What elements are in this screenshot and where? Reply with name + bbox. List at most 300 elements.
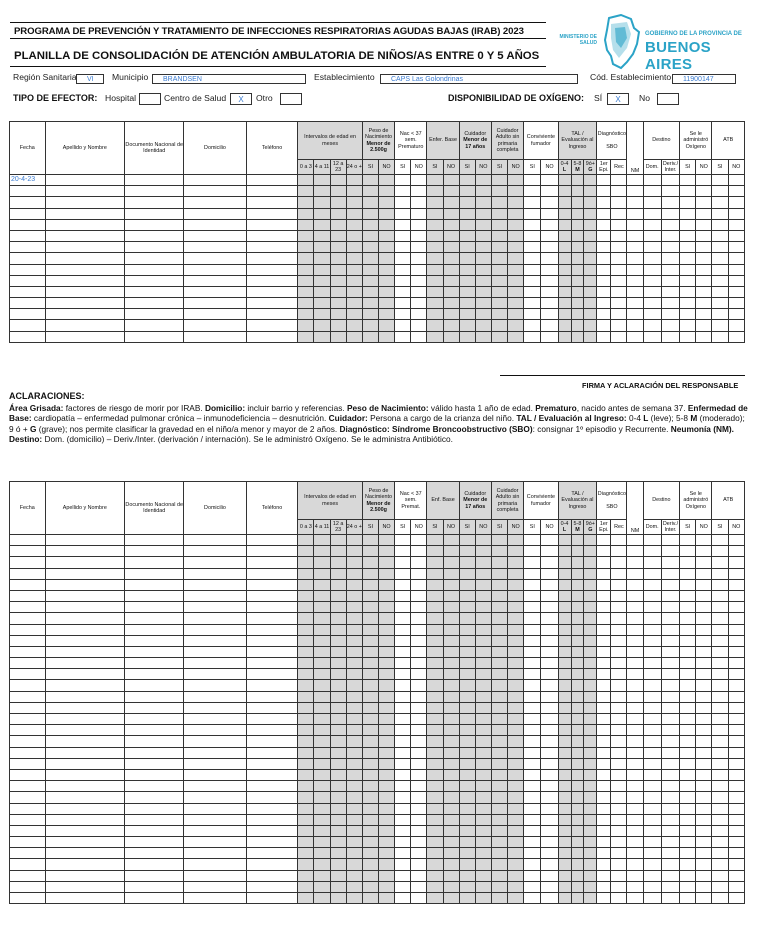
table-cell[interactable] [314, 725, 330, 736]
table-cell[interactable] [10, 691, 46, 702]
table-cell[interactable] [330, 535, 346, 546]
table-cell[interactable] [10, 680, 46, 691]
table-cell[interactable] [611, 881, 627, 892]
table-cell[interactable] [728, 275, 744, 286]
table-cell[interactable] [314, 579, 330, 590]
table-cell[interactable] [728, 197, 744, 208]
table-cell[interactable] [125, 803, 184, 814]
table-cell[interactable] [611, 253, 627, 264]
table-cell[interactable] [680, 870, 696, 881]
table-cell[interactable] [643, 781, 661, 792]
table-cell[interactable] [597, 197, 611, 208]
table-cell[interactable] [246, 646, 298, 657]
table-cell[interactable] [611, 803, 627, 814]
table-cell[interactable] [411, 568, 427, 579]
table-cell[interactable] [696, 758, 712, 769]
table-cell[interactable] [246, 242, 298, 253]
table-cell[interactable] [298, 253, 314, 264]
table-cell[interactable] [696, 253, 712, 264]
table-cell[interactable] [627, 208, 643, 219]
table-cell[interactable] [298, 309, 314, 320]
table-cell[interactable] [611, 186, 627, 197]
table-cell[interactable] [330, 613, 346, 624]
table-cell[interactable] [475, 769, 491, 780]
table-cell[interactable] [491, 736, 507, 747]
table-cell[interactable] [680, 803, 696, 814]
table-cell[interactable] [541, 702, 558, 713]
table-cell[interactable] [584, 803, 597, 814]
table-cell[interactable] [298, 658, 314, 669]
table-cell[interactable] [10, 613, 46, 624]
table-cell[interactable] [246, 275, 298, 286]
table-cell[interactable] [611, 792, 627, 803]
table-cell[interactable] [330, 814, 346, 825]
table-cell[interactable] [728, 331, 744, 342]
table-cell[interactable] [459, 175, 475, 186]
table-cell[interactable] [558, 535, 571, 546]
table-cell[interactable] [571, 186, 584, 197]
table-cell[interactable] [558, 658, 571, 669]
table-cell[interactable] [627, 736, 643, 747]
table-cell[interactable] [661, 792, 679, 803]
table-cell[interactable] [696, 242, 712, 253]
table-cell[interactable] [627, 568, 643, 579]
table-cell[interactable] [571, 781, 584, 792]
table-cell[interactable] [571, 624, 584, 635]
table-cell[interactable] [680, 758, 696, 769]
table-cell[interactable] [125, 714, 184, 725]
table-cell[interactable] [246, 848, 298, 859]
table-cell[interactable] [246, 859, 298, 870]
table-cell[interactable] [680, 792, 696, 803]
table-cell[interactable] [45, 803, 125, 814]
table-cell[interactable] [712, 893, 728, 904]
table-cell[interactable] [661, 320, 679, 331]
table-cell[interactable] [379, 208, 395, 219]
table-cell[interactable] [712, 848, 728, 859]
table-cell[interactable] [330, 624, 346, 635]
table-cell[interactable] [246, 175, 298, 186]
table-cell[interactable] [584, 568, 597, 579]
table-cell[interactable] [330, 208, 346, 219]
table-cell[interactable] [558, 309, 571, 320]
table-cell[interactable] [627, 691, 643, 702]
table-cell[interactable] [661, 893, 679, 904]
table-cell[interactable] [459, 286, 475, 297]
table-cell[interactable] [541, 197, 558, 208]
table-cell[interactable] [298, 286, 314, 297]
table-cell[interactable] [184, 579, 246, 590]
table-cell[interactable] [459, 814, 475, 825]
table-cell[interactable] [558, 758, 571, 769]
table-cell[interactable] [346, 208, 362, 219]
table-cell[interactable] [314, 535, 330, 546]
table-cell[interactable] [611, 546, 627, 557]
table-cell[interactable] [395, 837, 411, 848]
table-cell[interactable] [314, 803, 330, 814]
table-cell[interactable] [395, 702, 411, 713]
table-cell[interactable] [125, 275, 184, 286]
table-cell[interactable] [643, 893, 661, 904]
table-cell[interactable] [427, 602, 443, 613]
table-cell[interactable] [728, 253, 744, 264]
table-cell[interactable] [459, 859, 475, 870]
table-cell[interactable] [362, 219, 378, 230]
table-cell[interactable] [427, 264, 443, 275]
table-cell[interactable] [611, 635, 627, 646]
table-cell[interactable] [125, 298, 184, 309]
table-cell[interactable] [10, 825, 46, 836]
table-cell[interactable] [330, 579, 346, 590]
table-cell[interactable] [184, 825, 246, 836]
table-cell[interactable] [443, 230, 459, 241]
table-cell[interactable] [680, 298, 696, 309]
table-cell[interactable] [443, 186, 459, 197]
table-cell[interactable] [728, 635, 744, 646]
table-cell[interactable] [728, 814, 744, 825]
table-cell[interactable] [584, 590, 597, 601]
table-cell[interactable] [696, 635, 712, 646]
table-cell[interactable] [346, 714, 362, 725]
table-cell[interactable] [346, 848, 362, 859]
table-cell[interactable] [362, 186, 378, 197]
table-cell[interactable] [45, 230, 125, 241]
table-cell[interactable] [246, 669, 298, 680]
table-cell[interactable] [314, 893, 330, 904]
table-cell[interactable] [10, 197, 46, 208]
table-cell[interactable] [298, 635, 314, 646]
table-cell[interactable] [597, 242, 611, 253]
table-cell[interactable] [475, 230, 491, 241]
table-cell[interactable] [475, 602, 491, 613]
table-cell[interactable] [362, 579, 378, 590]
table-cell[interactable] [508, 769, 524, 780]
table-cell[interactable] [362, 275, 378, 286]
table-cell[interactable] [571, 535, 584, 546]
table-cell[interactable] [125, 702, 184, 713]
table-cell[interactable] [524, 557, 541, 568]
table-cell[interactable] [10, 870, 46, 881]
table-cell[interactable] [246, 579, 298, 590]
table-cell[interactable] [362, 658, 378, 669]
otro-checkbox[interactable] [280, 93, 302, 105]
table-cell[interactable] [125, 658, 184, 669]
table-cell[interactable] [246, 331, 298, 342]
table-cell[interactable] [643, 680, 661, 691]
table-cell[interactable] [696, 275, 712, 286]
table-cell[interactable] [584, 825, 597, 836]
table-cell[interactable] [508, 590, 524, 601]
table-cell[interactable] [246, 568, 298, 579]
table-cell[interactable] [728, 242, 744, 253]
table-cell[interactable] [395, 792, 411, 803]
table-cell[interactable] [661, 635, 679, 646]
table-cell[interactable] [661, 535, 679, 546]
table-cell[interactable] [627, 197, 643, 208]
table-cell[interactable] [611, 736, 627, 747]
table-cell[interactable] [661, 275, 679, 286]
table-cell[interactable] [346, 286, 362, 297]
table-cell[interactable] [125, 613, 184, 624]
table-cell[interactable] [125, 309, 184, 320]
table-cell[interactable] [246, 803, 298, 814]
table-cell[interactable] [314, 186, 330, 197]
table-cell[interactable] [443, 669, 459, 680]
table-cell[interactable] [643, 848, 661, 859]
table-cell[interactable] [491, 702, 507, 713]
table-cell[interactable] [508, 859, 524, 870]
table-cell[interactable] [680, 557, 696, 568]
table-cell[interactable] [459, 669, 475, 680]
table-cell[interactable] [459, 613, 475, 624]
table-cell[interactable] [728, 230, 744, 241]
table-cell[interactable] [558, 859, 571, 870]
table-cell[interactable] [558, 781, 571, 792]
table-cell[interactable] [712, 320, 728, 331]
table-cell[interactable] [45, 613, 125, 624]
table-cell[interactable] [627, 590, 643, 601]
table-cell[interactable] [571, 320, 584, 331]
table-cell[interactable] [475, 568, 491, 579]
table-cell[interactable] [10, 331, 46, 342]
table-cell[interactable] [45, 219, 125, 230]
table-cell[interactable] [696, 535, 712, 546]
table-cell[interactable] [10, 792, 46, 803]
table-cell[interactable] [627, 758, 643, 769]
table-cell[interactable] [314, 747, 330, 758]
table-cell[interactable] [661, 814, 679, 825]
table-cell[interactable] [508, 535, 524, 546]
table-cell[interactable] [584, 658, 597, 669]
table-cell[interactable] [184, 275, 246, 286]
table-cell[interactable] [125, 669, 184, 680]
table-cell[interactable] [314, 219, 330, 230]
table-cell[interactable] [443, 286, 459, 297]
table-cell[interactable] [475, 893, 491, 904]
table-cell[interactable] [246, 881, 298, 892]
table-cell[interactable] [459, 848, 475, 859]
table-cell[interactable] [411, 669, 427, 680]
table-cell[interactable] [661, 758, 679, 769]
table-cell[interactable] [246, 546, 298, 557]
table-cell[interactable] [491, 848, 507, 859]
table-cell[interactable] [571, 825, 584, 836]
table-cell[interactable] [524, 579, 541, 590]
table-cell[interactable] [10, 859, 46, 870]
table-cell[interactable] [298, 736, 314, 747]
table-cell[interactable] [362, 286, 378, 297]
table-cell[interactable] [427, 680, 443, 691]
table-cell[interactable] [508, 837, 524, 848]
table-cell[interactable] [475, 613, 491, 624]
table-cell[interactable] [395, 781, 411, 792]
table-cell[interactable] [184, 253, 246, 264]
table-cell[interactable] [298, 186, 314, 197]
table-cell[interactable] [680, 680, 696, 691]
table-cell[interactable] [680, 230, 696, 241]
table-cell[interactable] [443, 893, 459, 904]
table-cell[interactable] [459, 253, 475, 264]
table-cell[interactable] [696, 602, 712, 613]
table-cell[interactable] [491, 658, 507, 669]
table-cell[interactable] [558, 264, 571, 275]
table-cell[interactable] [10, 535, 46, 546]
table-cell[interactable] [524, 264, 541, 275]
table-cell[interactable] [643, 792, 661, 803]
table-cell[interactable] [330, 602, 346, 613]
table-cell[interactable] [584, 893, 597, 904]
table-cell[interactable] [712, 219, 728, 230]
table-cell[interactable] [558, 680, 571, 691]
table-cell[interactable] [712, 680, 728, 691]
table-cell[interactable] [427, 557, 443, 568]
table-cell[interactable] [125, 230, 184, 241]
table-cell[interactable] [395, 298, 411, 309]
table-cell[interactable] [475, 286, 491, 297]
table-cell[interactable] [411, 814, 427, 825]
table-cell[interactable] [246, 769, 298, 780]
table-cell[interactable] [661, 568, 679, 579]
table-cell[interactable] [712, 175, 728, 186]
table-cell[interactable] [459, 219, 475, 230]
table-cell[interactable] [379, 286, 395, 297]
table-cell[interactable] [379, 736, 395, 747]
table-cell[interactable] [541, 613, 558, 624]
table-cell[interactable] [475, 725, 491, 736]
table-cell[interactable] [728, 725, 744, 736]
table-cell[interactable] [411, 186, 427, 197]
table-cell[interactable] [661, 870, 679, 881]
table-cell[interactable] [571, 725, 584, 736]
table-cell[interactable] [10, 568, 46, 579]
table-cell[interactable] [508, 242, 524, 253]
table-cell[interactable] [597, 546, 611, 557]
table-cell[interactable] [184, 197, 246, 208]
table-cell[interactable] [395, 602, 411, 613]
table-cell[interactable] [459, 714, 475, 725]
table-cell[interactable] [584, 613, 597, 624]
table-cell[interactable] [491, 186, 507, 197]
table-cell[interactable] [558, 669, 571, 680]
table-cell[interactable] [362, 781, 378, 792]
table-cell[interactable] [571, 646, 584, 657]
table-cell[interactable] [475, 635, 491, 646]
table-cell[interactable] [627, 680, 643, 691]
table-cell[interactable] [362, 792, 378, 803]
table-cell[interactable] [125, 602, 184, 613]
table-cell[interactable] [558, 602, 571, 613]
table-cell[interactable] [379, 219, 395, 230]
table-cell[interactable] [571, 680, 584, 691]
table-cell[interactable] [597, 859, 611, 870]
table-cell[interactable] [611, 309, 627, 320]
table-cell[interactable] [491, 646, 507, 657]
table-cell[interactable] [571, 331, 584, 342]
table-cell[interactable] [330, 803, 346, 814]
table-cell[interactable] [427, 848, 443, 859]
table-cell[interactable] [696, 691, 712, 702]
table-cell[interactable] [597, 893, 611, 904]
table-cell[interactable] [45, 557, 125, 568]
table-cell[interactable] [443, 758, 459, 769]
table-cell[interactable] [395, 546, 411, 557]
table-cell[interactable] [541, 579, 558, 590]
table-cell[interactable] [246, 680, 298, 691]
table-cell[interactable] [411, 264, 427, 275]
table-cell[interactable] [508, 219, 524, 230]
table-cell[interactable] [680, 825, 696, 836]
table-cell[interactable] [661, 725, 679, 736]
table-cell[interactable] [558, 546, 571, 557]
table-cell[interactable] [346, 658, 362, 669]
table-cell[interactable] [524, 646, 541, 657]
table-cell[interactable] [491, 635, 507, 646]
table-cell[interactable] [584, 781, 597, 792]
table-cell[interactable] [314, 320, 330, 331]
table-cell[interactable] [728, 535, 744, 546]
table-cell[interactable] [643, 208, 661, 219]
oxigeno-no-checkbox[interactable] [657, 93, 679, 105]
table-cell[interactable] [611, 725, 627, 736]
table-cell[interactable] [524, 309, 541, 320]
table-cell[interactable] [696, 309, 712, 320]
table-cell[interactable] [362, 848, 378, 859]
table-cell[interactable] [696, 781, 712, 792]
table-cell[interactable] [184, 331, 246, 342]
table-cell[interactable] [597, 758, 611, 769]
table-cell[interactable] [125, 769, 184, 780]
table-cell[interactable] [427, 579, 443, 590]
table-cell[interactable] [680, 331, 696, 342]
table-cell[interactable] [411, 219, 427, 230]
table-cell[interactable] [10, 286, 46, 297]
table-cell[interactable] [597, 208, 611, 219]
table-cell[interactable] [314, 758, 330, 769]
table-cell[interactable] [395, 613, 411, 624]
table-cell[interactable] [459, 893, 475, 904]
table-cell[interactable] [680, 635, 696, 646]
table-cell[interactable] [524, 197, 541, 208]
table-cell[interactable] [643, 331, 661, 342]
table-cell[interactable] [524, 658, 541, 669]
table-cell[interactable] [475, 590, 491, 601]
table-cell[interactable] [362, 769, 378, 780]
table-cell[interactable] [411, 275, 427, 286]
table-cell[interactable] [643, 881, 661, 892]
table-cell[interactable] [362, 624, 378, 635]
table-cell[interactable] [427, 613, 443, 624]
table-cell[interactable] [395, 535, 411, 546]
table-cell[interactable] [45, 264, 125, 275]
table-cell[interactable] [475, 298, 491, 309]
table-cell[interactable] [627, 253, 643, 264]
table-cell[interactable] [362, 253, 378, 264]
table-cell[interactable] [298, 848, 314, 859]
table-cell[interactable] [346, 669, 362, 680]
table-cell[interactable] [411, 736, 427, 747]
table-cell[interactable] [508, 893, 524, 904]
table-cell[interactable] [680, 702, 696, 713]
table-cell[interactable] [627, 893, 643, 904]
table-cell[interactable] [443, 197, 459, 208]
table-cell[interactable] [475, 758, 491, 769]
table-cell[interactable] [611, 219, 627, 230]
table-cell[interactable] [246, 747, 298, 758]
table-cell[interactable] [427, 669, 443, 680]
table-cell[interactable] [314, 792, 330, 803]
table-cell[interactable] [661, 175, 679, 186]
table-cell[interactable] [643, 646, 661, 657]
